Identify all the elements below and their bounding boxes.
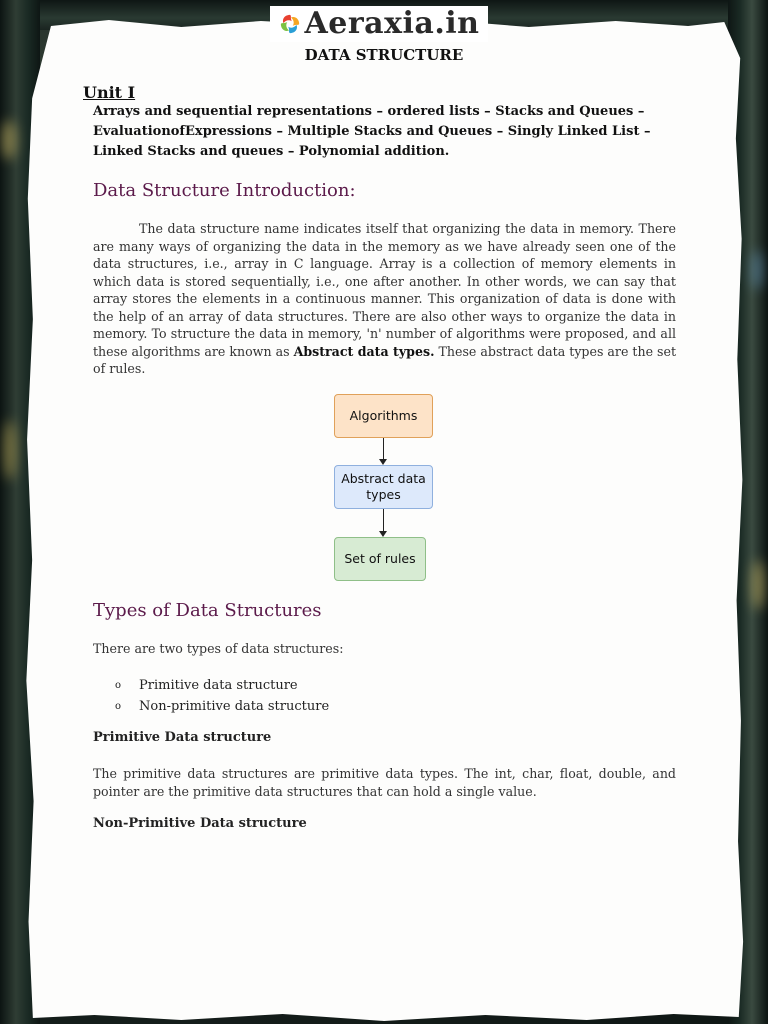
bullet-circle-icon: o: [115, 701, 122, 712]
unit-summary: Arrays and sequential representations – ordered lists – Stacks and Queues – EvaluationofExpressions – Multiple Stacks and Queues – Singly Linked List – Linked Stacks and queues – Polynomial addition.: [93, 104, 651, 159]
decorative-glow: [752, 250, 762, 290]
bullet-circle-icon: o: [115, 680, 122, 691]
intro-heading: Data Structure Introduction:: [93, 180, 356, 201]
decorative-glow: [752, 560, 764, 610]
flowchart-arrow: [383, 509, 384, 531]
non-primitive-heading: Non-Primitive Data structure: [93, 816, 307, 831]
document-page: [22, 18, 746, 1022]
logo-swirl-icon: [279, 13, 301, 35]
types-list: [115, 675, 329, 717]
intro-paragraph: [93, 220, 676, 378]
primitive-paragraph: The primitive data structures are primitive data types. The int, char, float, double, and pointer are the primitive data structures that can hold a single value.: [93, 766, 676, 799]
list-item-label: Non-primitive data structure: [139, 699, 330, 714]
document-title: DATA STRUCTURE: [304, 46, 464, 64]
brand-logo: [270, 6, 488, 42]
intro-paragraph-end: These abstract data types are the set of rules.: [93, 343, 677, 376]
list-item: [115, 696, 329, 717]
primitive-heading: Primitive Data structure: [93, 730, 272, 745]
intro-paragraph-text: The data structure name indicates itself that organizing the data in memory. There are many ways of organizing the data in the memory as we have already seen one of the data structures, i.e., array in C language. Array is a collection of memory elements in which data is stored sequentially, i.e., one after another. In other words, we can say that array stores the elements in a continuous manner. This organization of data is done with the help of an array of data structures. There are also other ways to organize the data in memory. To structure the data in memory, 'n' number of algorithms were proposed, and all these algorithms are known as: [93, 221, 676, 359]
brand-name: Aeraxia.in: [304, 6, 480, 41]
flowchart-box-set-of-rules: Set of rules: [334, 537, 426, 581]
flowchart-box-algorithms: Algorithms: [334, 394, 433, 438]
types-heading: Types of Data Structures: [93, 600, 322, 621]
types-intro: There are two types of data structures:: [93, 641, 344, 656]
decorative-glow: [2, 120, 16, 160]
list-item-label: Primitive data structure: [139, 678, 298, 693]
flowchart-box-abstract-data-types: Abstract data types: [334, 465, 433, 509]
decorative-glow: [4, 420, 16, 480]
unit-heading: Unit I: [83, 83, 136, 102]
list-item: [115, 675, 329, 696]
flowchart-arrow: [383, 438, 384, 459]
intro-paragraph-bold: Abstract data types.: [293, 343, 435, 359]
